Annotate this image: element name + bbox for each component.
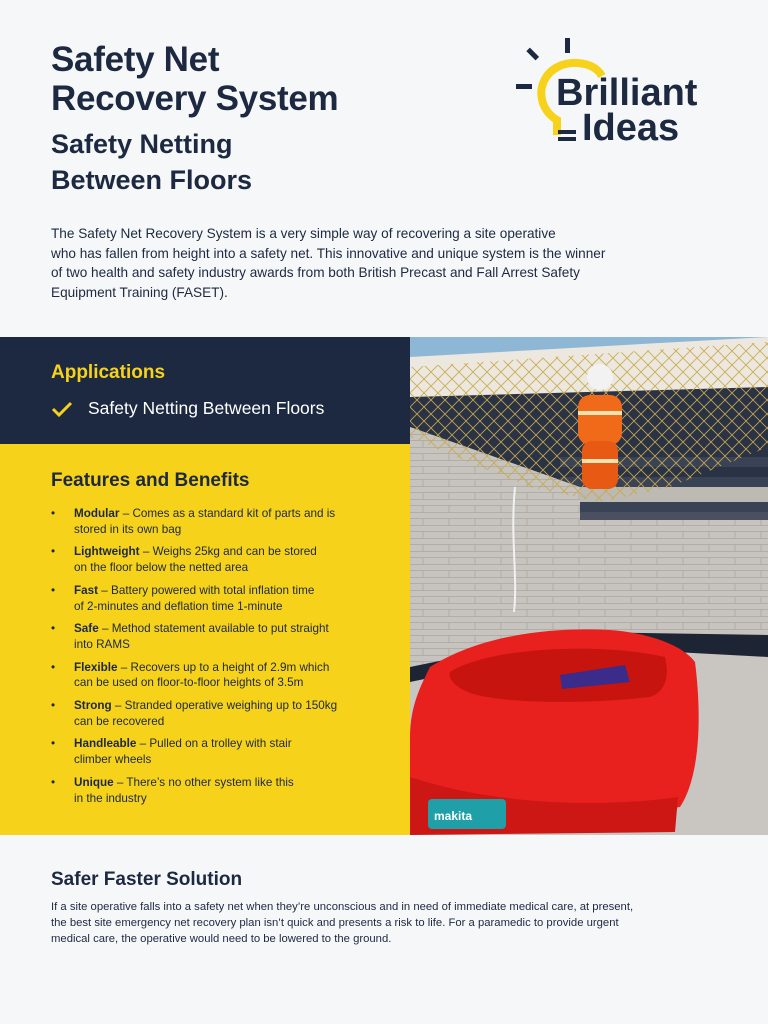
- bullet: •: [51, 775, 56, 789]
- applications-title: Applications: [51, 362, 166, 383]
- feature-name: Strong: [74, 699, 112, 713]
- title-line-2: Recovery System: [51, 79, 339, 118]
- feature-desc: in the industry: [74, 791, 147, 805]
- feature-desc: can be used on floor-to-floor heights of 3.5m: [74, 676, 304, 690]
- check-icon: [51, 400, 73, 418]
- intro-paragraph: [51, 224, 701, 303]
- feature-desc: of 2-minutes and deflation time 1-minute: [74, 599, 283, 613]
- feature-item: [51, 544, 381, 575]
- solution-paragraph: [51, 899, 711, 947]
- feature-desc: – There’s no other system like this: [113, 775, 294, 789]
- logo-word-2: Ideas: [582, 107, 680, 148]
- logo-word-1: Brilliant: [556, 72, 698, 114]
- feature-name: Fast: [74, 583, 99, 597]
- feature-item: [51, 775, 381, 806]
- hi-vis-worker: [578, 395, 622, 445]
- feature-desc: stored in its own bag: [74, 522, 182, 536]
- feature-desc: – Pulled on a trolley with stair: [136, 737, 292, 751]
- applications-item: [51, 398, 324, 419]
- feature-desc: – Weighs 25kg and can be stored: [139, 545, 317, 559]
- intro-line: The Safety Net Recovery System is a very simple way of recovering a site operative: [51, 226, 556, 241]
- feature-desc: – Method statement available to put straight: [98, 622, 329, 636]
- lightbulb-icon: [512, 36, 732, 148]
- subtitle-line-2: Between Floors: [51, 165, 253, 195]
- solution-title: Safer Faster Solution: [51, 869, 243, 890]
- page-title: [51, 40, 491, 118]
- feature-desc: into RAMS: [74, 637, 130, 651]
- back-wall: [580, 517, 768, 647]
- brilliant-ideas-logo: [512, 36, 732, 148]
- bullet: •: [51, 660, 56, 674]
- feature-item: [51, 621, 381, 652]
- feature-desc: climber wheels: [74, 753, 152, 767]
- feature-name: Unique: [74, 775, 114, 789]
- solution-line: the best site emergency net recovery plan isn’t quick and presents a risk to life. For a paramedic to provide urgent: [51, 917, 619, 929]
- title-line-1: Safety Net: [51, 40, 220, 79]
- feature-item: [51, 698, 381, 729]
- feature-desc: – Comes as a standard kit of parts and is: [119, 507, 336, 520]
- feature-desc: can be recovered: [74, 714, 165, 728]
- feature-name: Handleable: [74, 737, 137, 751]
- feature-item: [51, 736, 381, 767]
- header: [51, 40, 491, 198]
- applications-item-label: Safety Netting Between Floors: [88, 398, 325, 418]
- bullet: •: [51, 699, 56, 713]
- feature-name: Modular: [74, 507, 120, 520]
- features-panel: [0, 444, 410, 835]
- bullet: •: [51, 545, 56, 559]
- feature-desc: on the floor below the netted area: [74, 561, 249, 575]
- safety-net-airbag-illustration: [410, 337, 768, 835]
- hard-hat: [587, 364, 613, 390]
- feature-list: [51, 506, 381, 813]
- feature-desc: – Battery powered with total inflation time: [98, 583, 315, 597]
- intro-line: of two health and safety industry awards from both British Precast and Fall Arrest Safety: [51, 265, 580, 281]
- feature-name: Flexible: [74, 660, 118, 674]
- applications-panel: [0, 337, 410, 444]
- bullet: •: [51, 507, 56, 520]
- features-title: Features and Benefits: [51, 470, 250, 491]
- feature-desc: – Recovers up to a height of 2.9m which: [117, 660, 330, 674]
- subtitle-line-1: Safety Netting: [51, 129, 233, 159]
- feature-name: Safe: [74, 622, 99, 636]
- feature-item: [51, 660, 381, 691]
- intro-line: who has fallen from height into a safety net. This innovative and unique system is the winner: [51, 245, 606, 261]
- solution-line: If a site operative falls into a safety net when they’re unconscious and in need of immediate medical care, at present,: [51, 901, 634, 913]
- makita-label: makita: [434, 809, 473, 823]
- intro-line: Equipment Training (FASET).: [51, 285, 228, 301]
- feature-item: [51, 506, 381, 537]
- feature-desc: – Stranded operative weighing up to 150kg: [111, 699, 338, 713]
- bullet: •: [51, 737, 56, 751]
- solution-line: medical care, the operative would need to be lowered to the ground.: [51, 933, 392, 945]
- product-photo: [410, 337, 768, 835]
- feature-name: Lightweight: [74, 545, 140, 559]
- bullet: •: [51, 622, 56, 636]
- feature-item: [51, 583, 381, 614]
- bullet: •: [51, 583, 56, 597]
- page-subtitle: [51, 126, 491, 198]
